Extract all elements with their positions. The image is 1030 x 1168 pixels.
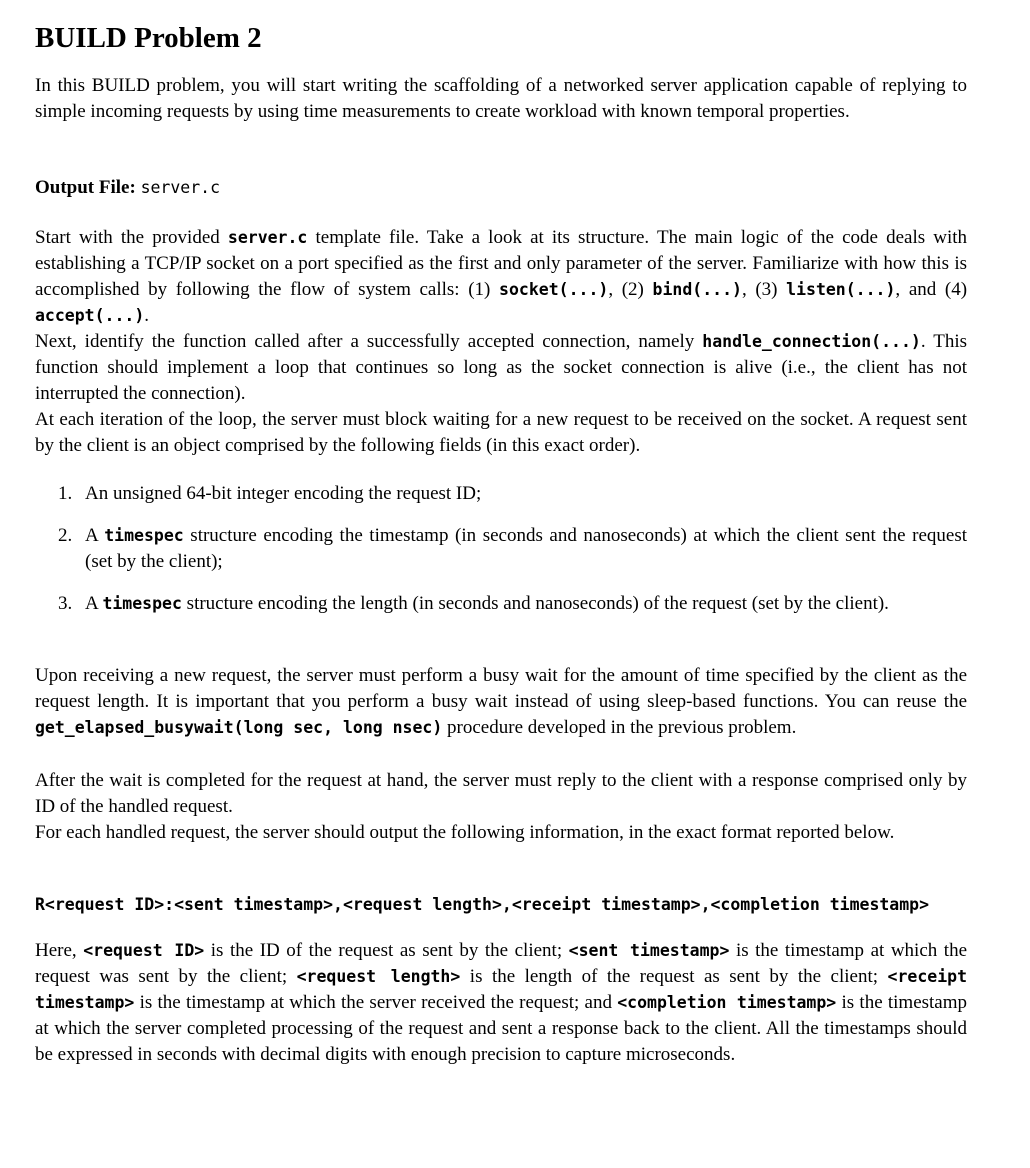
- inline-code: get_elapsed_busywait(long sec, long nsec): [35, 718, 443, 737]
- output-file-value: server.c: [140, 178, 221, 197]
- inline-code: accept(...): [35, 306, 145, 325]
- inline-code: <request ID>: [83, 941, 205, 960]
- handle-connection-paragraph: Next, identify the function called after a successfully accepted connection, namely handle_connection(...). This function should implement a loop that continues so long as the socket connection is alive (i.e., the client has not interrupted the connection).: [35, 331, 968, 404]
- inline-code: <sent timestamp>: [568, 941, 730, 960]
- inline-code: bind(...): [652, 280, 742, 299]
- inline-code: socket(...): [499, 280, 609, 299]
- loop-paragraph: At each iteration of the loop, the server must block waiting for a new request to be received on the socket. A request sent by the client is an object comprised by the following fields (in this exact order).: [35, 409, 967, 456]
- output-file-label: Output File:: [35, 177, 136, 198]
- inline-code: server.c: [227, 228, 308, 247]
- reply-paragraph: After the wait is completed for the request at hand, the server must reply to the client with a response comprised only by ID of the handled request.: [35, 770, 967, 817]
- inline-code: listen(...): [786, 280, 896, 299]
- inline-code: <completion timestamp>: [617, 993, 837, 1012]
- inline-code: handle_connection(...): [702, 332, 921, 351]
- page-title: BUILD Problem 2: [35, 22, 262, 54]
- output-info-paragraph: For each handled request, the server should output the following information, in the exact format reported below.: [35, 822, 895, 843]
- inline-code: timespec: [104, 526, 184, 545]
- inline-code: <request length>: [296, 967, 461, 986]
- structure-paragraph: Start with the provided server.c template file. Take a look at its structure. The main logic of the code deals with establishing a TCP/IP socket on a port specified as the first and only parameter of the server. Familiarize with how this is accomplished by following the flow of system calls: (1) socket(...), (2) bind(...), (3) listen(...), and (4) accept(...).: [35, 227, 968, 326]
- busy-wait-paragraph: Upon receiving a new request, the server must perform a busy wait for the amount of time specified by the client as the request length. It is important that you perform a busy wait instead of using sleep-based functions. You can reuse the get_elapsed_busywait(long sec, long nsec) procedure developed in the previous problem.: [35, 665, 967, 738]
- inline-code: <receipt timestamp>: [35, 967, 968, 1012]
- output-file-line: [35, 175, 967, 201]
- intro-paragraph: In this BUILD problem, you will start writing the scaffolding of a networked server application capable of replying to simple incoming requests by using time measurements to create workload with known temporal properties.: [35, 75, 967, 122]
- inline-code: timespec: [102, 594, 182, 613]
- output-format-line: R<request ID>:<sent timestamp>,<request length>,<receipt timestamp>,<completion timestamp>: [35, 895, 930, 914]
- field-description-paragraph: Here, <request ID> is the ID of the request as sent by the client; <sent timestamp> is the timestamp at which the request was sent by the client; <request length> is the length of the request as sent by the client; <receipt timestamp> is the timestamp at which the server received the request; and <completion timestamp> is the timestamp at which the server completed processing of the request and sent a response back to the client. All the timestamps should be expressed in seconds with decimal digits with enough precision to capture microseconds.: [35, 940, 968, 1065]
- document-page: BUILD Problem 2 In this BUILD problem, you will start writing the scaffolding of a networked server application capable of replying to simple incoming requests by using time measurements to create workload with known temporal properties. Output File: server.c Start with the provided server.c template file. Take a look at its structure. The main logic of the code deals with establishing a TCP/IP socket on a port specified as the first and only parameter of the server. Familiarize with how this is accomplished by following the flow of system calls: (1) socket(...), (2) bind(...), (3) listen(...), and (4) accept(...). Next, identify the function called after a successfully accepted connection, namely handle_connection(...). This function should implement a loop that continues so long as the socket connection is alive (i.e., the client has not interrupted the connection). At each iteration of the loop, the server must block waiting for a new request to be received on the socket. A request sent by the client is an object comprised by the following fields (in this exact order). 1. An unsigned 64-bit integer encoding the request ID; 2. A timespec structure encoding the timestamp (in seconds and nanoseconds) at which the client sent the request (set by the client); 3. A timespec structure encoding the length (in seconds and nanoseconds) of the request (set by the client). Upon receiving a new request, the server must perform a busy wait for the amount of time specified by the client as the request length. It is important that you perform a busy wait instead of using sleep-based functions. You can reuse the get_elapsed_busywait(long sec, long nsec) procedure developed in the previous problem. After the wait is completed for the request at hand, the server must reply to the client with a response comprised only by ID of the handled request. For each handled request, the server should output the following information, in the exact format reported below. R<request ID>:<sent timestamp>,<request length>,<receipt timestamp>,<completion timestamp> Here, <request ID> is the ID of the request as sent by the client; <sent timestamp> is the timestamp at which the request was sent by the client; <request length> is the length of the request as sent by the client; <receipt timestamp> is the timestamp at which the server received the request; and <completion timestamp> is the timestamp at which the server completed processing of the request and sent a response back to the client. All the timestamps should be expressed in seconds with decimal digits with enough precision to capture microseconds.: [0, 0, 1030, 1168]
